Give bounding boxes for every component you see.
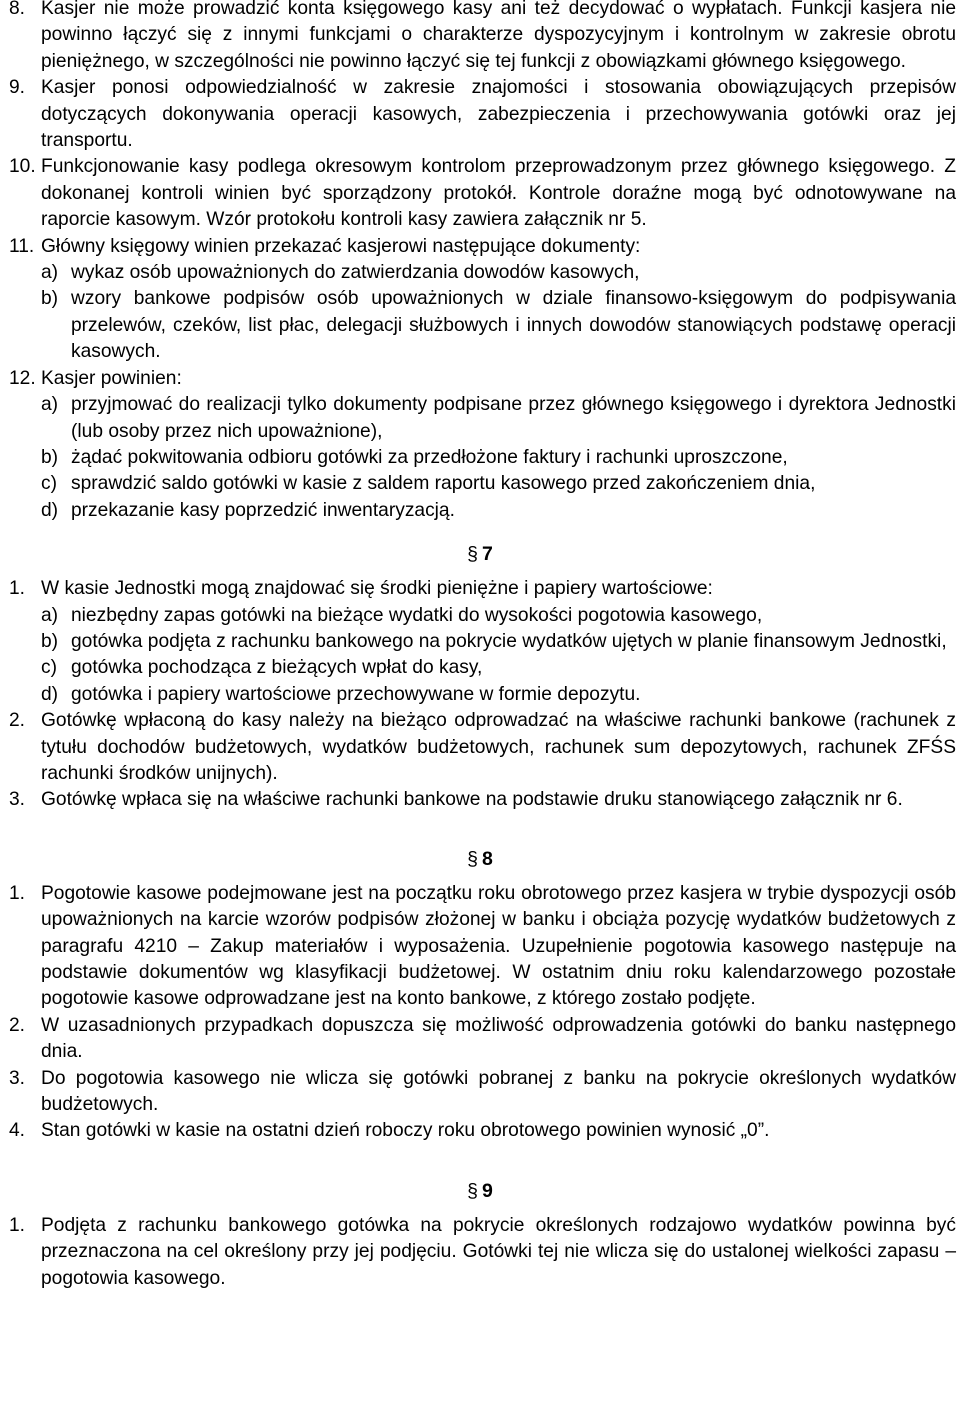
section-heading-7 [0,541,960,567]
sub-item-text: przyjmować do realizacji tylko dokumenty podpisane przez głównego księgowego i dyrektora Jednostki (lub osoby przez nich upoważnione), [71,394,956,442]
section8-item-3 [0,1066,960,1119]
sub-item-letter: a) [41,604,59,626]
sub-item-text: sprawdzić saldo gotówki w kasie z saldem raportu kasowego przed zakończeniem dnia, [71,473,816,495]
list-item-10 [0,154,960,233]
item-number: 2. [9,1014,26,1036]
sub-item-c [41,655,956,681]
sub-item-a [41,392,956,445]
paragraph-sign: § [467,1179,478,1202]
item-text: Kasjer ponosi odpowiedzialność w zakresie znajomości i stosowania obowiązujących przepisów dotyczących dokonywania operacji kasowych, zabezpieczenia i przechowywania gotówki oraz jej transportu. [41,77,956,152]
section-number: 7 [482,543,493,566]
item-number: 1. [9,1214,26,1236]
section-heading-9 [0,1178,960,1204]
item-number: 10. [9,156,36,178]
item-text: Funkcjonowanie kasy podlega okresowym kontrolom przeprowadzonym przez głównego księgowego. Z dokonanej kontroli winien być sporządzony protokół. Kontrole doraźne mogą być odnotowywane na raporcie kasowym. Wzór protokołu kontroli kasy zawiera załącznik nr 5. [41,156,956,231]
section8-item-2 [0,1013,960,1066]
item-number: 1. [9,882,26,904]
sub-item-letter: d) [41,683,59,705]
sub-item-letter: b) [41,288,59,310]
sub-item-b [41,629,956,655]
sub-item-b [41,286,956,365]
section7-item-2 [0,708,960,787]
sub-item-text: gotówka podjęta z rachunku bankowego na pokrycie wydatków ujętych w planie finansowym Jednostki, [71,630,947,652]
item-number: 2. [9,710,26,732]
sub-item-d [41,682,956,708]
item-number: 4. [9,1120,26,1142]
sub-item-a [41,260,956,286]
item-text: W uzasadnionych przypadkach dopuszcza się możliwość odprowadzenia gotówki do banku następnego dnia. [41,1014,956,1063]
sub-item-text: gotówka i papiery wartościowe przechowywane w formie depozytu. [71,683,641,705]
item-number: 3. [9,1067,26,1089]
item-text: Główny księgowy winien przekazać kasjerowi następujące dokumenty: [41,235,641,257]
section-number: 9 [482,1179,493,1202]
sub-item-text: wykaz osób upoważnionych do zatwierdzania dowodów kasowych, [71,262,640,284]
item-text: Kasjer powinien: [41,367,182,389]
item-number: 3. [9,789,26,811]
sub-item-letter: a) [41,394,59,416]
sub-item-b [41,445,956,471]
paragraph-sign: § [467,543,478,566]
item-text: W kasie Jednostki mogą znajdować się środki pieniężne i papiery wartościowe: [41,578,713,600]
sub-item-text: gotówka pochodząca z bieżących wpłat do kasy, [71,657,483,679]
sub-item-letter: d) [41,499,59,521]
sub-item-a [41,603,956,629]
item-text: Pogotowie kasowe podejmowane jest na początku roku obrotowego przez kasjera w trybie dyspozycji osób upoważnionych na karcie wzorów podpisów złożonej w banku i obciąża pozycję wydatków budżetowych z paragrafu 4210 – Zakup materiałów i wyposażenia. Uzupełnienie pogotowia kasowego następuje na podstawie dokumentów wg klasyfikacji budżetowej. W ostatnim dniu roku kalendarzowego pozostałe pogotowie kasowe odprowadzane jest na konto bankowe, z którego zostało podjęte. [41,882,956,1010]
section7-item-3 [0,787,960,813]
list-item-8 [0,0,960,75]
item-text: Podjęta z rachunku bankowego gotówka na pokrycie określonych rodzajowo wydatków powinna być przeznaczona na cel określony przy jej podjęciu. Gotówki tej nie wlicza się do ustalonej wielkości zapasu – pogotowia kasowego. [41,1214,956,1289]
item-number: 12. [9,367,36,389]
item-text: Stan gotówki w kasie na ostatni dzień roboczy roku obrotowego powinien wynosić „0”. [41,1120,770,1142]
item-text: Do pogotowia kasowego nie wlicza się gotówki pobranej z banku na pokrycie określonych wydatków budżetowych. [41,1067,956,1116]
sub-item-c [41,471,956,497]
section7-item-1 [0,576,960,708]
sub-item-d [41,498,956,524]
item-number: 11. [9,235,35,257]
item-number: 9. [9,77,26,99]
sub-item-letter: a) [41,262,59,284]
sub-item-letter: b) [41,630,59,652]
item-number: 8. [9,0,26,19]
sub-item-text: wzory bankowe podpisów osób upoważnionych w dziale finansowo-księgowym do podpisywania przelewów, czeków, list płac, delegacji służbowych i innych dowodów stanowiących podstawę operacji kasowych. [71,288,956,363]
item-text: Kasjer nie może prowadzić konta księgowego kasy ani też decydować o wypłatach. Funkcji kasjera nie powinno łączyć się z innymi funkcjami o charakterze dyspozycyjnym i kontrolnym w zakresie obrotu pieniężnego, w szczególności nie powinno łączyć się tej funkcji z obowiązkami głównego księgowego. [41,0,956,72]
section-heading-8 [0,846,960,872]
section-number: 8 [482,847,493,870]
sub-item-letter: c) [41,473,57,495]
list-item-9 [0,75,960,154]
sub-item-letter: c) [41,657,57,679]
item-text: Gotówkę wpłaconą do kasy należy na bieżąco odprowadzać na właściwe rachunki bankowe (rachunek z tytułu dochodów budżetowych, wydatków budżetowych, rachunek sum depozytowych, rachunek ZFŚS rachunki środków unijnych). [41,710,956,784]
item-text: Gotówkę wpłaca się na właściwe rachunki bankowe na podstawie druku stanowiącego załącznik nr 6. [41,789,903,811]
sub-item-text: niezbędny zapas gotówki na bieżące wydatki do wysokości pogotowia kasowego, [71,604,763,626]
sub-item-text: przekazanie kasy poprzedzić inwentaryzacją. [71,499,455,521]
sub-item-letter: b) [41,446,59,468]
sub-item-text: żądać pokwitowania odbioru gotówki za przedłożone faktury i rachunki uproszczone, [71,446,788,468]
section8-item-4 [0,1118,960,1144]
list-item-11 [0,234,960,366]
paragraph-sign: § [467,847,478,870]
list-item-12 [0,366,960,524]
section9-item-1 [0,1213,960,1292]
section8-item-1 [0,881,960,1013]
item-number: 1. [9,578,26,600]
